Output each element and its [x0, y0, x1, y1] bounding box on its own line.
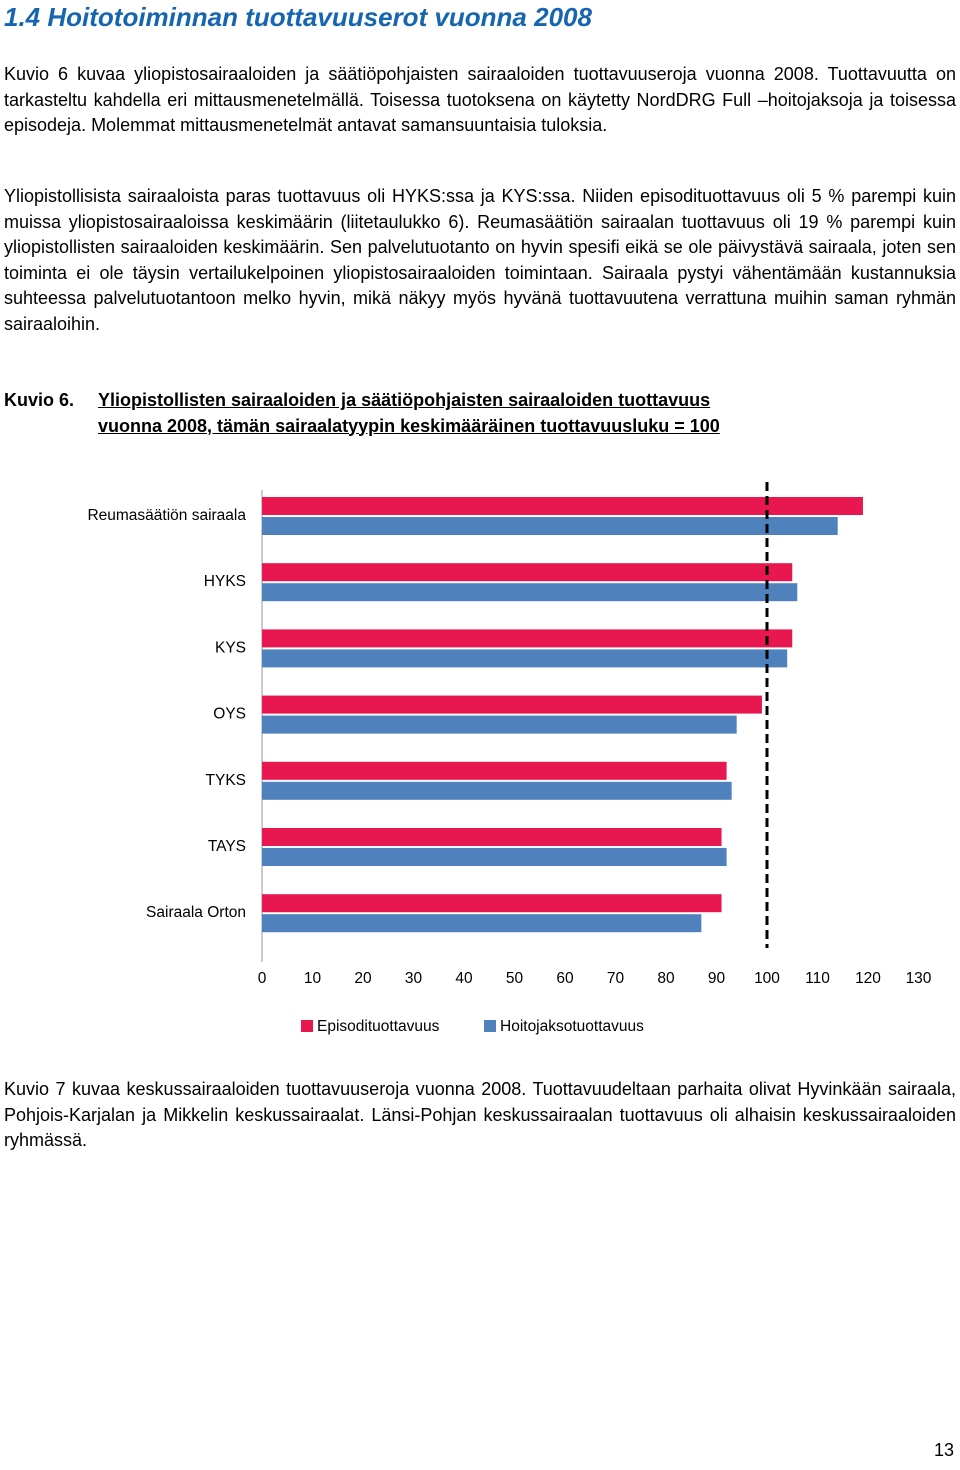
x-tick-label: 110: [805, 970, 830, 987]
legend-label: Episodituottavuus: [317, 1018, 440, 1035]
figure-caption: [4, 388, 858, 439]
x-tick-label: 10: [303, 970, 322, 987]
category-label: TYKS: [205, 771, 246, 789]
bar-episode: [262, 629, 792, 647]
legend-swatch: [484, 1020, 496, 1032]
category-label: KYS: [214, 639, 246, 657]
x-tick-label: 100: [754, 970, 780, 987]
figure-title-line-2: vuonna 2008, tämän sairaalatyypin keskimääräinen tuottavuusluku = 100: [98, 415, 720, 436]
category-label: TAYS: [207, 838, 246, 855]
legend-swatch: [301, 1020, 313, 1032]
bar-episode: [262, 894, 722, 912]
x-tick-label: 20: [354, 970, 372, 987]
x-tick-label: 60: [556, 970, 574, 987]
section-heading: 1.4 Hoitotoiminnan tuottavuuserot vuonna 2008: [4, 2, 592, 32]
x-tick-label: 130: [905, 970, 932, 987]
legend-label: Hoitojaksotuottavuus: [500, 1018, 644, 1035]
category-label: OYS: [213, 705, 246, 723]
paragraph-central-hospitals: Kuvio 7 kuvaa keskussairaaloiden tuottavuuseroja vuonna 2008. Tuottavuudeltaan parhaita olivat Hyvinkään sairaala, Pohjois-Karjalan ja Mikkelin keskussairaalat. Länsi-Pohjan keskussairaalan tuottavuus oli alhaisin keskussairaaloiden ryhmässä.: [4, 1079, 956, 1150]
paragraph-intro: Kuvio 6 kuvaa yliopistosairaaloiden ja säätiöpohjaisten sairaaloiden tuottavuuseroja vuonna 2008. Tuottavuutta on tarkasteltu kahdella eri mittausmenetelmällä. Toisessa tuotoksena on käytetty NordDRG Full –hoitojaksoja ja toisessa episodeja. Molemmat mittausmenetelmät antavat samansuuntaisia tuloksia.: [4, 64, 956, 135]
bar-episode: [262, 828, 722, 846]
bar-episode: [262, 696, 762, 714]
bar-episode: [262, 497, 863, 515]
bar-treatment: [262, 716, 737, 734]
x-tick-label: 80: [657, 970, 675, 987]
category-label: Sairaala Orton: [146, 904, 246, 922]
figure-title-line-1: Yliopistollisten sairaaloiden ja säätiöpohjaisten sairaaloiden tuottavuus: [98, 390, 711, 410]
category-label: HYKS: [203, 573, 246, 591]
paragraph-university-hospitals: Yliopistollisista sairaaloista paras tuottavuus oli HYKS:ssa ja KYS:ssa. Niiden episodituottavuus oli 5 % parempi kuin muissa yliopistosairaaloissa keskimäärin (liitetaulukko 6). Reumasäätiön sairaalan tuottavuus oli 19 % parempi kuin yliopistollisten sairaaloiden keskimäärin. Sen palvelutuotanto on hyvin spesifi eikä se ole päivystävä sairaala, joten sen toiminta ei ole täysin vertailukelpoinen yliopistosairaaloiden toimintaan. Sairaala pystyi vähentämään kustannuksia suhteessa palvelutuotantoon melko hyvin, mikä näkyy myös hyvänä tuottavuutena verrattuna muihin saman ryhmän sairaaloihin.: [4, 186, 956, 334]
x-tick-label: 0: [257, 970, 267, 987]
bar-treatment: [262, 782, 732, 800]
bar-treatment: [262, 517, 838, 535]
bar-treatment: [262, 848, 727, 866]
category-label: Reumasäätiön sairaala: [87, 507, 246, 524]
x-tick-label: 90: [707, 970, 726, 987]
bar-treatment: [262, 583, 797, 601]
x-tick-label: 40: [455, 970, 473, 987]
bar-episode: [262, 762, 727, 780]
x-tick-label: 30: [404, 970, 423, 987]
bar-episode: [262, 563, 792, 581]
bar-treatment: [262, 914, 701, 932]
page-number: 13: [933, 1440, 954, 1460]
x-tick-label: 50: [505, 970, 524, 987]
x-tick-label: 120: [855, 970, 881, 987]
x-tick-label: 70: [606, 970, 625, 987]
bar-treatment: [262, 649, 787, 667]
figure-number: Kuvio 6.: [4, 390, 75, 410]
figure-title: [98, 388, 858, 439]
productivity-bar-chart: [0, 470, 960, 1060]
